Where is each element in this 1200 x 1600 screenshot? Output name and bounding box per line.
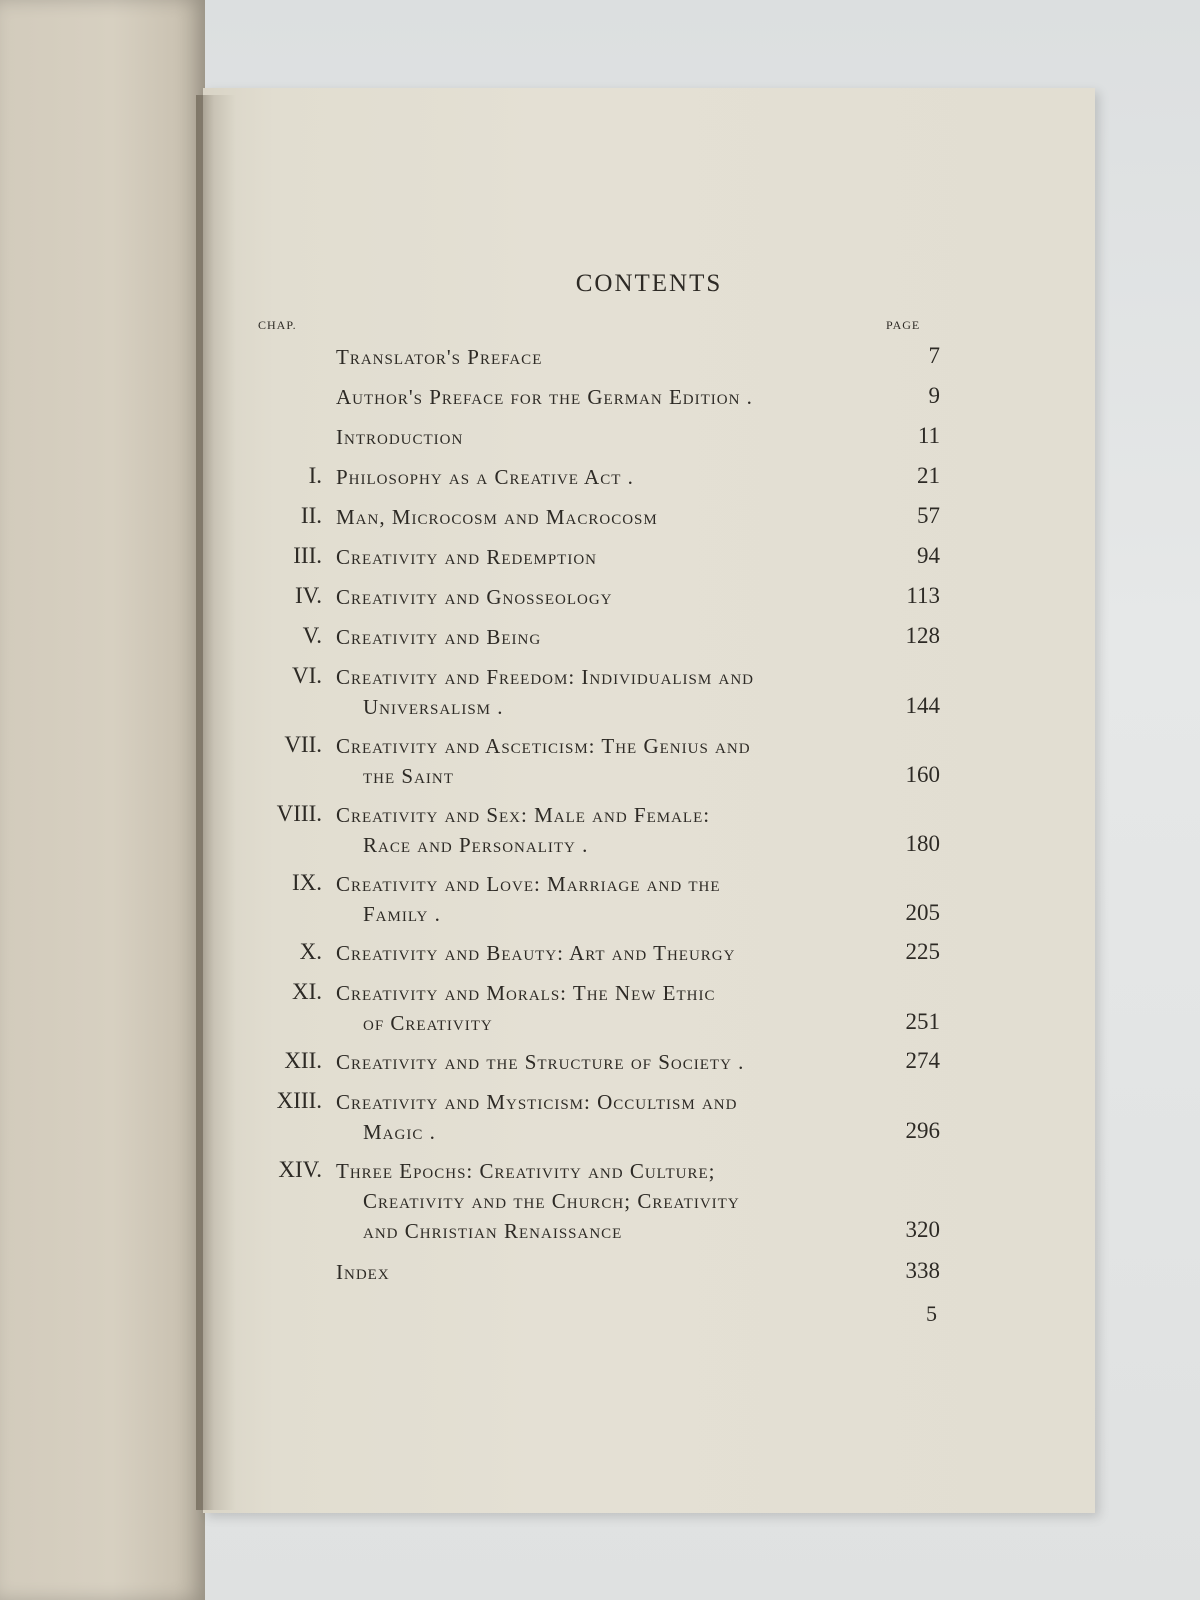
chapter-number: III. — [293, 543, 322, 568]
page-number: 5 — [926, 1301, 937, 1326]
entry-title-line: the Saint — [363, 764, 454, 788]
chapter-number: I. — [308, 463, 322, 488]
entry-title-line: Creativity and Love: Marriage and the — [336, 872, 721, 896]
entry-title-line: and Christian Renaissance — [363, 1219, 623, 1243]
entry-title-line: Index — [336, 1260, 390, 1284]
page-reference: 7 — [928, 343, 940, 368]
contents-page — [203, 88, 1095, 1513]
entry-title-line: Three Epochs: Creativity and Culture; — [336, 1159, 716, 1183]
entry-title-line: Creativity and Being — [336, 625, 542, 649]
page-reference: 21 — [917, 463, 940, 488]
entry-title-line: Creativity and Freedom: Individualism and — [336, 665, 754, 689]
chapter-number: VII. — [284, 732, 322, 757]
page-reference: 144 — [905, 693, 940, 718]
chapter-number: X. — [299, 939, 322, 964]
chapter-number: VIII. — [276, 801, 322, 826]
chapter-column-label: CHAP. — [258, 318, 297, 332]
page-reference: 205 — [905, 900, 940, 925]
chapter-number: II. — [300, 503, 322, 528]
page-reference: 128 — [905, 623, 940, 648]
entry-title-line: Family . — [363, 902, 441, 926]
entry-title-line: Man, Microcosm and Macrocosm — [336, 505, 658, 529]
entry-title-line: of Creativity — [363, 1011, 493, 1035]
chapter-number: IX. — [291, 870, 322, 895]
entry-title-line: Introduction — [336, 425, 464, 449]
entry-title-line: Creativity and Morals: The New Ethic — [336, 981, 716, 1005]
entry-title-line: Translator's Preface — [336, 345, 543, 369]
chapter-number: XII. — [284, 1048, 322, 1073]
entry-title-line: Creativity and Sex: Male and Female: — [336, 803, 711, 827]
entry-title-line: Creativity and the Church; Creativity — [363, 1189, 740, 1213]
entry-title-line: Creativity and Gnosseology — [336, 585, 613, 609]
page-reference: 251 — [905, 1009, 940, 1034]
chapter-number: V. — [302, 623, 322, 648]
entry-title-line: Creativity and Mysticism: Occultism and — [336, 1090, 738, 1114]
entry-title-line: Philosophy as a Creative Act . — [336, 465, 634, 489]
page-reference: 57 — [917, 503, 940, 528]
page-reference: 180 — [905, 831, 940, 856]
entry-title-line: Magic . — [363, 1120, 436, 1144]
page-title: CONTENTS — [575, 270, 723, 297]
entry-title-line: Author's Preface for the German Edition . — [336, 385, 753, 409]
entry-title-line: Creativity and Redemption — [336, 545, 597, 569]
chapter-number: XIII. — [276, 1088, 322, 1113]
chapter-number: VI. — [291, 663, 322, 688]
page-reference: 160 — [905, 762, 940, 787]
chapter-number: XI. — [291, 979, 322, 1004]
page-reference: 9 — [928, 383, 940, 408]
facing-page — [0, 0, 205, 1600]
page-reference: 113 — [906, 583, 940, 608]
page-reference: 11 — [917, 423, 940, 448]
entry-title-line: Creativity and Asceticism: The Genius and — [336, 734, 751, 758]
page-reference: 274 — [905, 1048, 940, 1073]
page-reference: 296 — [905, 1118, 940, 1143]
entry-title-line: Universalism . — [363, 695, 504, 719]
page-reference: 94 — [917, 543, 940, 568]
entry-title-line: Creativity and Beauty: Art and Theurgy — [336, 941, 736, 965]
entry-title-line: Race and Personality . — [363, 833, 589, 857]
page-reference: 338 — [905, 1258, 940, 1283]
page-reference: 320 — [905, 1217, 940, 1242]
page-reference: 225 — [905, 939, 940, 964]
chapter-number: IV. — [294, 583, 322, 608]
entry-title-line: Creativity and the Structure of Society . — [336, 1050, 745, 1074]
chapter-number: XIV. — [278, 1157, 322, 1182]
page-column-label: PAGE — [886, 318, 921, 332]
